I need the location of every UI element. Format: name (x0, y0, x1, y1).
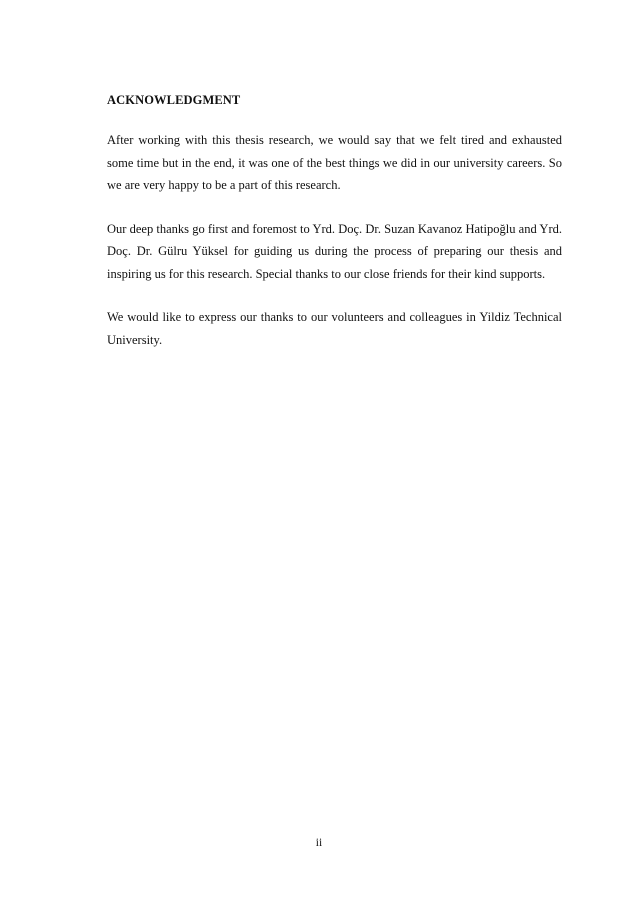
paragraph-2: Our deep thanks go first and foremost to Yrd. Doç. Dr. Suzan Kavanoz Hatipoğlu and Yrd. Doç. Dr. Gülru Yüksel for guiding us during the process of preparing our thesis and inspiring us for this research. Special thanks to our close friends for their kind supports. (107, 221, 562, 281)
section-heading: ACKNOWLEDGMENT (107, 93, 241, 107)
page-number: ii (315, 837, 323, 849)
page-content (107, 90, 562, 372)
paragraph-1: After working with this thesis research, we would say that we felt tired and exhausted some time but in the end, it was one of the best things we did in our university careers. So we are very happy to be a part of this research. (107, 133, 562, 192)
paragraph-3: We would like to express our thanks to our volunteers and colleagues in Yildiz Technical University. (107, 310, 562, 347)
